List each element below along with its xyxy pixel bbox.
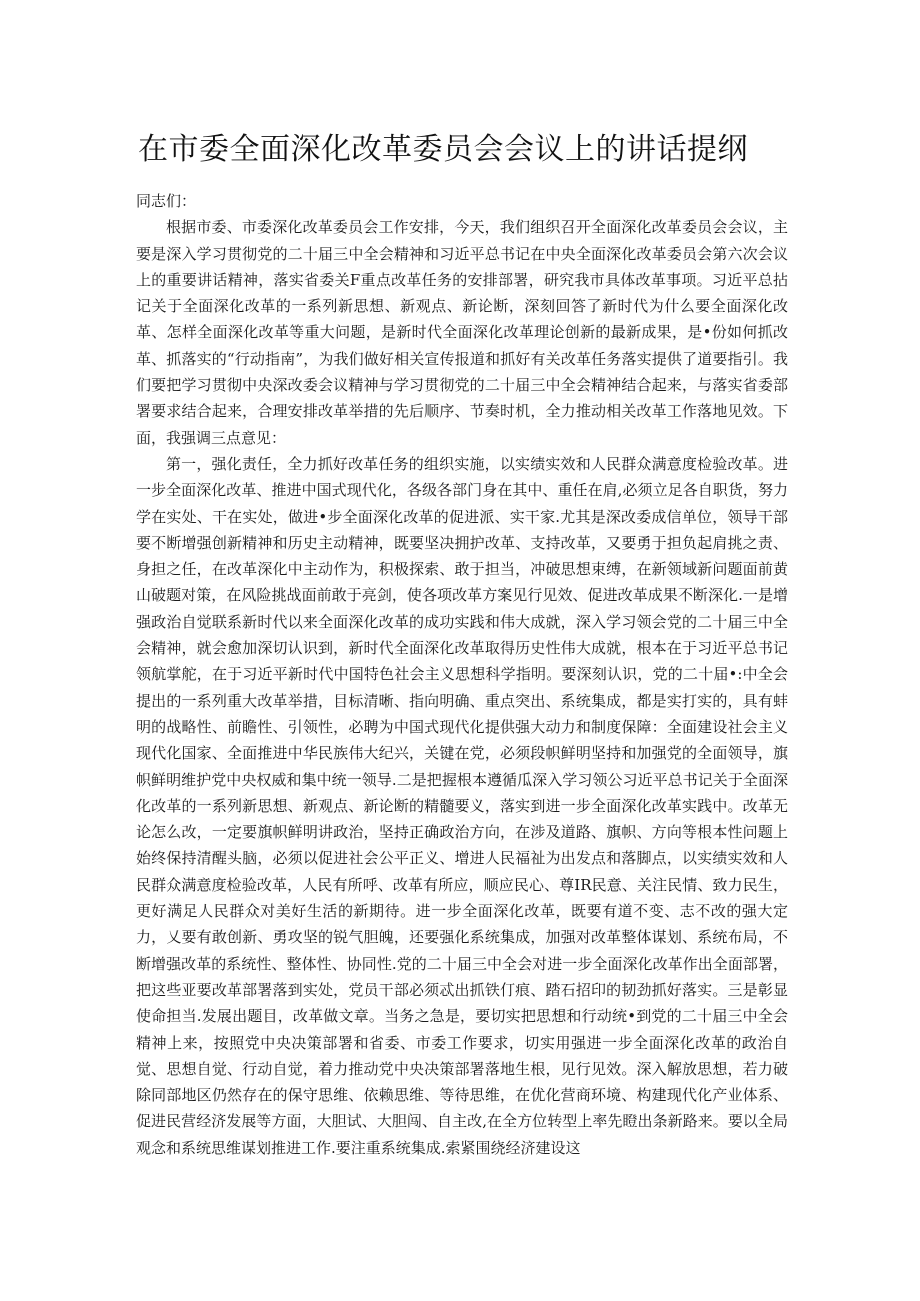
document-title: 在市委全面深化改革委员会会议上的讲话提纲 <box>138 132 748 167</box>
document-body <box>136 188 788 1161</box>
paragraph-intro: 根据市委、市委深化改革委员会工作安排，今天，我们组织召开全面深化改革委员会会议，主要是深入学习贯彻党的二十届三中全会精神和习近平总书记在中央全面深化改革委员会第六次会议上的重要讲话精神，落实省委关F重点改革任务的安排部署，研究我市具体改革事项。习近平总拈记关于全面深化改革的一系列新思想、新观点、新论断，深刻回答了新时代为什么要全面深化改革、怎样全面深化改革等重大问题，是新时代全面深化改革理论创新的最新成果，是•份如何抓改革、抓落实的“行动指南”，为我们做好相关宣传报道和抓好有关改革任务落实提供了道要指引。我们要把学习贯彻中央深改委会议精神与学习贯彻党的二十届三中全会精神结合起来，与落实省委部署要求结合起来，合理安排改革举措的先后顺序、节奏时机，全力推动相关改革工作落地见效。下面，我强调三点意见： <box>136 218 788 447</box>
paragraph-first-point: 第一，强化责任，全力抓好改革任务的组织实施，以实绩实效和人民群众满意度检验改革。进一步全面深化改革、推进中国式现代化，各级各部门身在其中、重任在肩,必须立足各自职货，努力学在实处、干在实处，做进•步全面深化改革的促进派、实干家.尤其是深改委成信单位，领导干部要不断增强创新精神和历史主动精神，既要坚决拥护改革、支持改革，又要勇于担负起肩挑之责、身担之任，在改革深化中主动作为，积极探索、敢于担当，冲破思想束缚，在新领域新问题面前黄山破题对策，在风险挑战面前敢于亮剑，使各项改革方案见行见效、促进改革成果不断深化.一是增强政治自觉联系新时代以来全面深化改革的成功实践和伟大成就，深入学习领会党的二十届三中全会精神，就会愈加深切认识到，新时代全面深化改革取得历史性伟大成就，根本在于习近平总书记领航掌舵，在于习近平新时代中国特色社会主义思想科学指明。要深刻认识，党的二十届•:中全会提出的一系列重大改革举措，目标清晰、指向明确、重点突出、系统集成，都是实打实的，具有蚌明的战略性、前瞻性、引领性，必聘为中国式现代化提供强大动力和制度保障：全面建设社会主义现代化国家、全面推进中华民族伟大纪兴，关键在党，必须段帜鲜明坚持和加强党的全面领导，旗帜鲜明维护党中央权威和集中统一领导.二是把握根本遵循瓜深入学习领公习近平总书记关于全面深化改革的一系列新思想、新观点、新论断的精髓要义，落实到进一步全面深化改革实践中。改革无论怎么改，一定要旗帜鲜明讲政治，坚持正确政治方向，在涉及道路、旗帜、方向等根本性问题上始终保持清醒头脑，必须以促进社会公平正义、增进人民福祉为出发点和落脚点，以实绩实效和人民群众满意度检验改革，人民有所呼、改革有所应，顺应民心、尊IR民意、关注民情、致力民生，更好满足人民群众对美好生活的新期待。进一步全面深化改革，既要有道不变、志不改的强大定力，乂要有敢创新、勇攻坚的锐气胆魄，还要强化系统集成，加强对改革整体谋划、系统布局，不断增强改革的系统性、整体性、协同性.党的二十届三中全会对进一步全面深化改革作出全面部署，把这些亚要改革部署落到实处，党员干部必须忒出抓铁仃痕、踏石招印的韧劲抓好落实。三是彰显使命担当.发展出题目，改革做文章。当务之急是，要切实把思想和行动统•到党的二十届三中全会精神上来，按照党中央决策部署和省委、市委工作要求，切实用强进一步全面深化改革的政治自觉、思想自觉、行动自觉，着力推动党中央决策部署落地生根，见行见效。深入解放思想，若力破除同部地区仍然存在的保守思维、依赖思维、等待思维，在优化营商环境、构建现代化产业体系、促进民营经济发展等方面，大胆试、大胆闯、自主改,在全方位转型上率先瞪出条新路来。要以全局观念和系统思维谋划推进工作.要注重系统集成.索紧围绕经济建设这 <box>136 454 788 1157</box>
salutation: 同志们： <box>136 192 197 210</box>
